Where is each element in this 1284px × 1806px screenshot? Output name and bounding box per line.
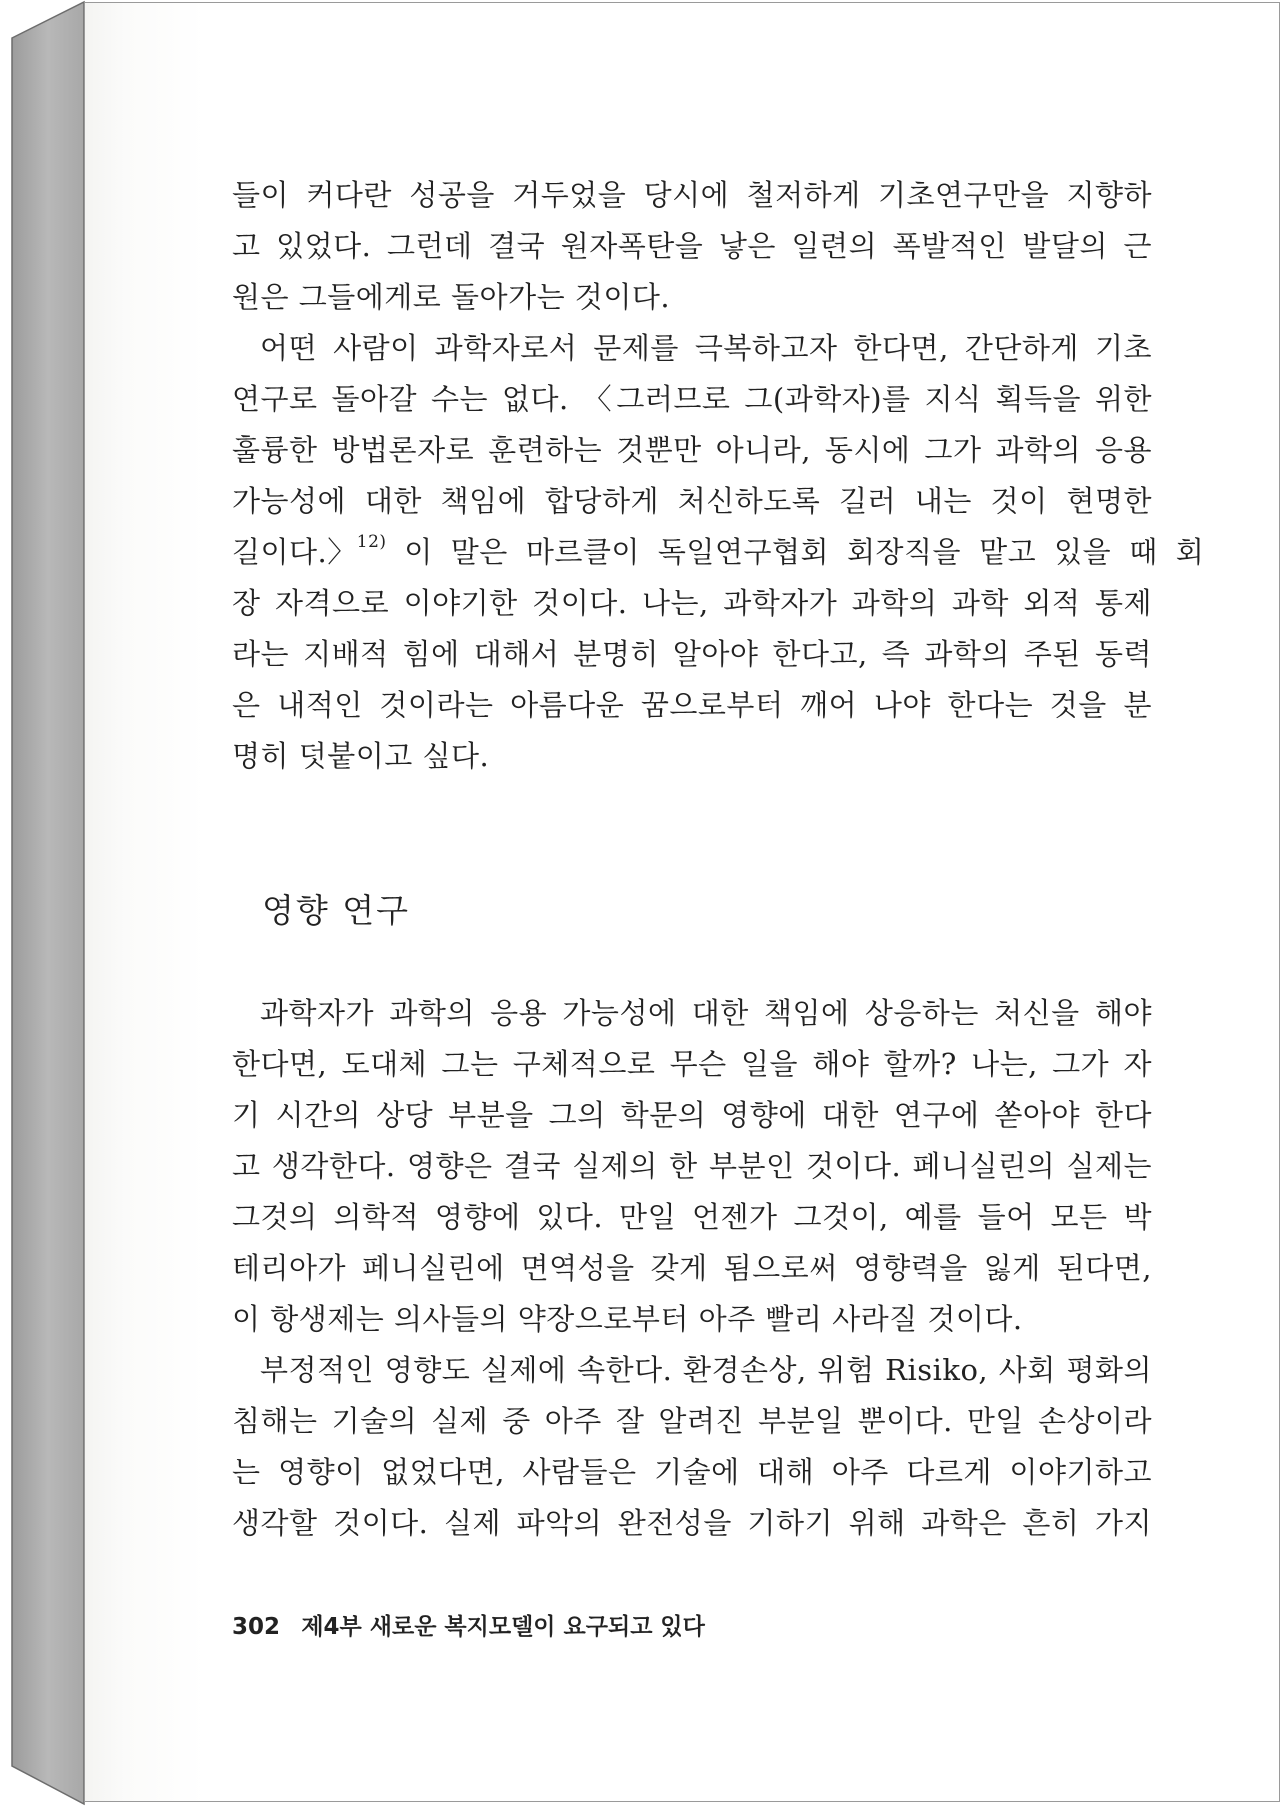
text-line: 과학자가 과학의 응용 가능성에 대한 책임에 상응하는 처신을 해야: [260, 996, 1152, 1030]
text-line: 그것의 의학적 영향에 있다. 만일 언젠가 그것이, 예를 들어 모든 박: [232, 1200, 1152, 1234]
text-line: 고 있었다. 그런데 결국 원자폭탄을 낳은 일련의 폭발적인 발달의 근: [232, 229, 1152, 263]
section-heading: 영향 연구: [262, 891, 411, 930]
text-line: 테리아가 페니실린에 면역성을 갖게 됨으로써 영향력을 잃게 된다면,: [232, 1251, 1152, 1285]
text-line: 원은 그들에게로 돌아가는 것이다.: [232, 280, 671, 314]
text-line: 이 항생제는 의사들의 약장으로부터 아주 빨리 사라질 것이다.: [232, 1302, 1023, 1336]
text-line: 훌륭한 방법론자로 훈련하는 것뿐만 아니라, 동시에 그가 과학의 응용: [232, 433, 1152, 467]
text-line: 기 시간의 상당 부분을 그의 학문의 영향에 대한 연구에 쏟아야 한다: [232, 1098, 1152, 1132]
page-footer: [232, 1608, 705, 1641]
page-number: 302: [232, 1614, 281, 1640]
text-line: 가능성에 대한 책임에 합당하게 처신하도록 길러 내는 것이 현명한: [232, 484, 1152, 518]
text-line: 한다면, 도대체 그는 구체적으로 무슨 일을 해야 할까? 나는, 그가 자: [232, 1047, 1152, 1081]
text-line: 장 자격으로 이야기한 것이다. 나는, 과학자가 과학의 과학 외적 통제: [232, 586, 1152, 620]
text-line: 연구로 돌아갈 수는 없다. 〈그러므로 그(과학자)를 지식 획득을 위한: [232, 382, 1152, 416]
text-line: 은 내적인 것이라는 아름다운 꿈으로부터 깨어 나야 한다는 것을 분: [232, 688, 1152, 722]
text-line-with-footnote: [232, 527, 1205, 578]
footnote-ref: 12): [356, 532, 387, 553]
quote-end: 길이다.〉: [232, 535, 357, 569]
text-line: 명히 덧붙이고 싶다.: [232, 739, 490, 773]
text-line: 침해는 기술의 실제 중 아주 잘 알려진 부분일 뿐이다. 만일 손상이라: [232, 1404, 1152, 1438]
text-line: 어떤 사람이 과학자로서 문제를 극복하고자 한다면, 간단하게 기초: [260, 331, 1152, 365]
text-line-rest: 이 말은 마르클이 독일연구협회 회장직을 맡고 있을 때 회: [404, 535, 1205, 569]
text-line: 생각할 것이다. 실제 파악의 완전성을 기하기 위해 과학은 흔히 가지: [232, 1506, 1152, 1540]
text-line: 는 영향이 없었다면, 사람들은 기술에 대해 아주 다르게 이야기하고: [232, 1455, 1152, 1489]
text-line: 라는 지배적 힘에 대해서 분명히 알아야 한다고, 즉 과학의 주된 동력: [232, 637, 1152, 671]
text-line: 고 생각한다. 영향은 결국 실제의 한 부분인 것이다. 페니실린의 실제는: [232, 1149, 1152, 1183]
running-title: 제4부 새로운 복지모델이 요구되고 있다: [301, 1614, 705, 1640]
text-line: 부정적인 영향도 실제에 속한다. 환경손상, 위험 Risiko, 사회 평화의: [260, 1353, 1152, 1387]
text-line: 들이 커다란 성공을 거두었을 당시에 철저하게 기초연구만을 지향하: [232, 178, 1152, 212]
